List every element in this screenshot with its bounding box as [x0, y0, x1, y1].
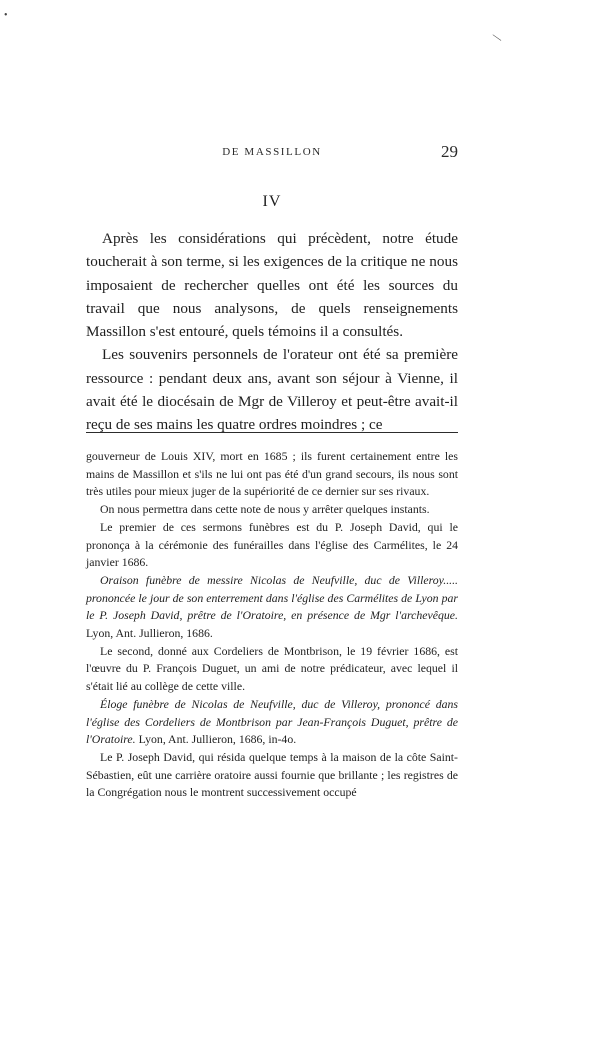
footnote-paragraph: On nous permettra dans cette note de nous y arrêter quelques instants. — [100, 502, 430, 517]
citation-imprint: Lyon, Ant. Jullieron, 1686. — [86, 626, 213, 641]
page-number: 29 — [441, 142, 458, 161]
main-paragraph: Après les considérations qui précèdent, notre étude toucherait à son terme, si les exigences de la critique ne nous imposaient de rechercher quelles ont été les sources du travail que nous analysons, de quels renseignements Massillon s'est entouré, quels témoins il a consultés. — [86, 230, 458, 341]
main-text — [86, 227, 458, 437]
section-number: IV — [262, 193, 282, 210]
main-paragraph: Les souvenirs personnels de l'orateur ont été sa première ressource : pendant deux ans, avant son séjour à Vienne, il avait été le diocésain de Mgr de Villeroy et peut-être avait-il reçu de ses mains les quatre ordres moindres ; ce — [86, 346, 458, 434]
stray-mark: • — [4, 10, 8, 21]
page-header — [86, 142, 458, 166]
footnotes — [86, 448, 458, 802]
footnote-citation — [86, 696, 458, 749]
citation-title: Éloge funèbre de Nicolas de Neufville, duc de Villeroy, prononcé dans l'église des Cordeliers de Montbrison par Jean-François Duguet, prêtre de l'Oratoire. — [86, 696, 458, 747]
footnote-divider — [86, 432, 458, 433]
footnote-paragraph: gouverneur de Louis XIV, mort en 1685 ; ils furent certainement entre les mains de Massillon et s'ils ne lui ont pas été d'un grand secours, ils nous sont très utiles pour mieux juger de la supériorité de ce dernier sur ses rivaux. — [86, 449, 458, 499]
citation-title: Oraison funèbre de messire Nicolas de Neufville, duc de Villeroy..... prononcée le jour de son enterrement dans l'église des Carmélites de Lyon par le P. Joseph David, prêtre de l'Oratoire, en présence de Mgr l'archevêque. — [86, 572, 458, 623]
footnote-paragraph: Le P. Joseph David, qui résida quelque temps à la maison de la côte Saint-Sébastien, eût une carrière oratoire aussi fournie que brillante ; les registres de la Congrégation nous le montrent successivement occupé — [86, 749, 458, 800]
footnote-paragraph: Le premier de ces sermons funèbres est du P. Joseph David, qui le prononça à la cérémonie des funérailles dans l'église des Carmélites, le 24 janvier 1686. — [86, 519, 458, 570]
running-head: DE MASSILLON — [222, 146, 322, 158]
footnote-citation — [86, 572, 458, 643]
stray-mark: — — [489, 30, 505, 45]
citation-imprint: Lyon, Ant. Jullieron, 1686, in-4o. — [138, 732, 297, 747]
footnote-paragraph: Le second, donné aux Cordeliers de Montbrison, le 19 février 1686, est l'œuvre du P. François Duguet, un ami de notre prédicateur, avec lequel il s'était lié au collège de cette ville. — [86, 643, 458, 694]
